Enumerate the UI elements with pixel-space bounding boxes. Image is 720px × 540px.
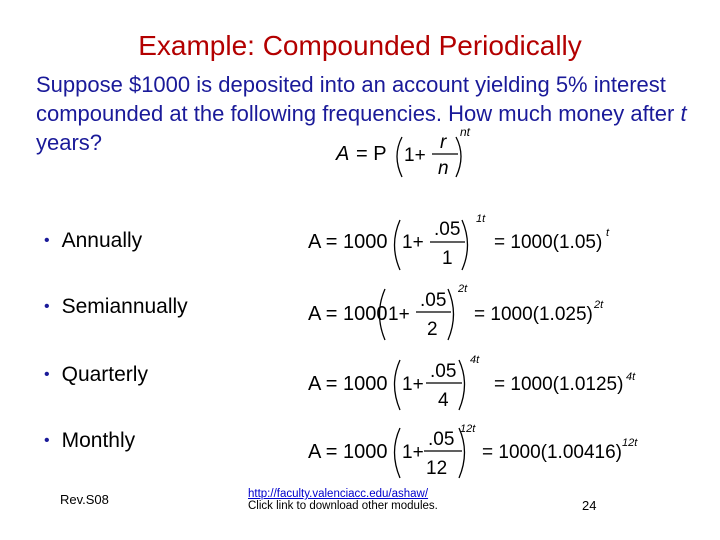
bullet-label: Quarterly [61, 363, 148, 386]
row-principal: A = 1000 [308, 231, 388, 253]
row-result-exp: t [606, 227, 610, 239]
general-formula [335, 125, 471, 179]
row-exp: 12t [460, 423, 476, 435]
paren-right [462, 220, 468, 270]
intro-variable-t: t [680, 101, 687, 126]
general-lhs: A [336, 143, 350, 165]
slide-title: Example: Compounded Periodically [138, 30, 582, 61]
revision-label: Rev.S08 [60, 492, 109, 507]
paren-left [397, 137, 402, 177]
row-exp: 4t [470, 354, 480, 366]
row-result-exp: 4t [626, 371, 636, 383]
row-principal: A = 1000 [308, 303, 388, 325]
row-result-exp: 2t [594, 299, 604, 311]
general-one-plus: 1+ [404, 145, 426, 166]
bullet-dot-icon: • [44, 232, 50, 249]
general-eq: = P [356, 143, 387, 165]
faculty-link[interactable]: http://faculty.valenciacc.edu/ashaw/ [248, 488, 429, 500]
row-num: .05 [430, 361, 457, 382]
general-den: n [438, 158, 449, 179]
paren-right [448, 289, 454, 340]
intro-text-end: years? [36, 130, 103, 155]
bullet-label: Semiannually [61, 295, 188, 318]
bullet-dot-icon: • [44, 432, 50, 449]
page-number: 24 [582, 498, 597, 513]
paren-left [395, 428, 401, 478]
row-den: 2 [427, 319, 438, 340]
row-one-plus: 1+ [402, 442, 424, 463]
bullet-dot-icon: • [44, 298, 50, 315]
formula-quarterly [308, 354, 636, 411]
intro-text: Suppose $1000 is deposited into an account yielding 5% interest compounded at the following frequencies. How much money after [36, 72, 681, 126]
general-num: r [440, 132, 447, 153]
row-den: 4 [438, 390, 449, 411]
formula-annually [308, 213, 610, 270]
row-one-plus: 1+ [402, 374, 424, 395]
paren-right [456, 137, 461, 177]
paren-left [395, 360, 401, 410]
paren-left [395, 220, 401, 270]
download-note: Click link to download other modules. [248, 500, 438, 512]
row-principal: A = 1000 [308, 373, 388, 395]
row-principal: A = 1000 [308, 441, 388, 463]
general-exp: nt [460, 125, 471, 139]
row-exp: 1t [476, 213, 486, 225]
row-num: .05 [420, 290, 447, 311]
row-result-exp: 12t [622, 437, 638, 449]
bullet-dot-icon: • [44, 366, 50, 383]
paren-right [459, 428, 465, 478]
bullet-label: Monthly [61, 429, 136, 452]
row-one-plus: 1+ [402, 232, 424, 253]
row-num: .05 [434, 219, 461, 240]
row-exp: 2t [458, 283, 468, 295]
formula-monthly [308, 423, 638, 479]
row-den: 12 [426, 458, 448, 479]
row-result: = 1000(1.025) [474, 304, 593, 325]
row-den: 1 [442, 248, 453, 269]
bullet-label: Annually [61, 229, 143, 252]
row-result: = 1000(1.00416) [482, 442, 622, 463]
footer-links [248, 488, 438, 512]
formula-semiannually [308, 283, 604, 340]
paren-right [459, 360, 465, 410]
row-one-plus: 1+ [388, 304, 410, 325]
row-result: = 1000(1.05) [494, 232, 603, 253]
row-num: .05 [428, 429, 455, 450]
row-result: = 1000(1.0125) [494, 374, 624, 395]
